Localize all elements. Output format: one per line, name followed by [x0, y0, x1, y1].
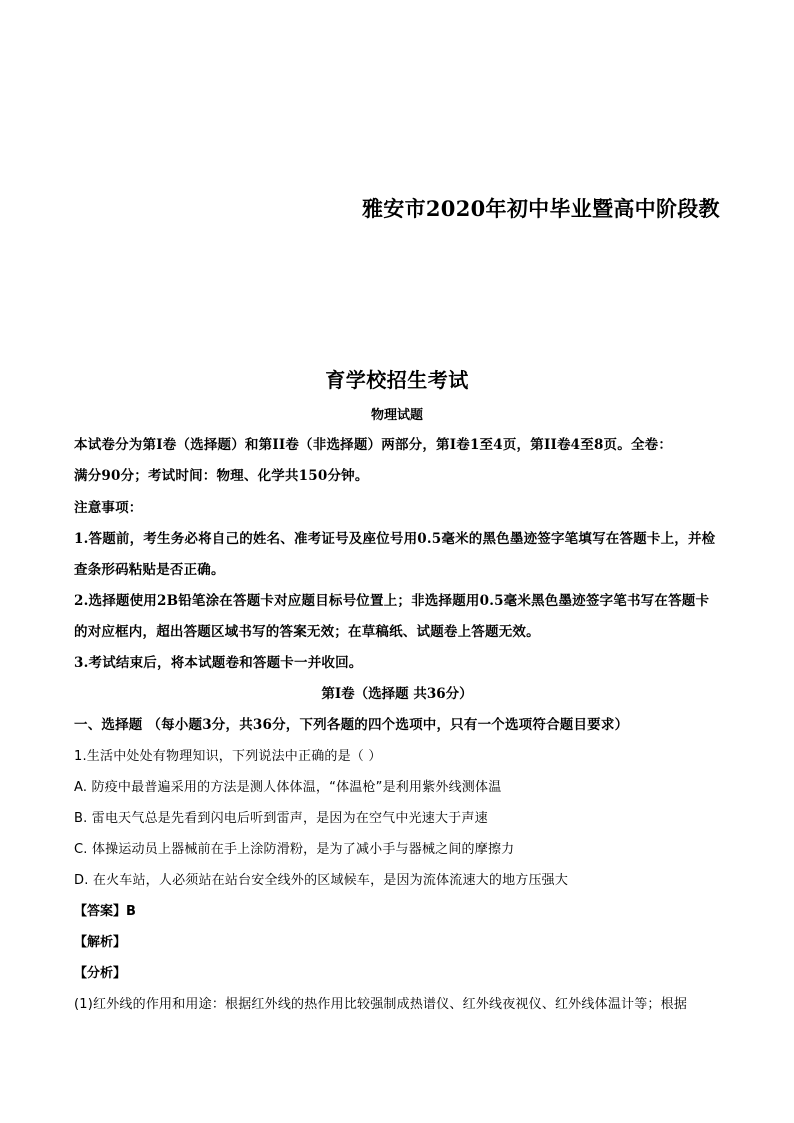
question-1-option-c: C. 体操运动员上器械前在手上涂防滑粉，是为了减小手与器械之间的摩擦力 — [74, 842, 515, 857]
question-1-option-b: B. 雷电天气总是先看到闪电后听到雷声，是因为在空气中光速大于声速 — [74, 811, 488, 826]
note-2-line-1: 2.选择题使用2B铅笔涂在答题卡对应题目标号位置上；非选择题用0.5毫米黑色墨迹签字笔书写在答题卡 — [74, 593, 710, 609]
question-1-option-a: A. 防疫中最普遍采用的方法是测人体体温，“体温枪”是利用紫外线测体温 — [74, 780, 502, 795]
explanation-line-1: (1)红外线的作用和用途：根据红外线的热作用比较强制成热谱仪、红外线夜视仪、红外线体温计等；根据 — [74, 997, 688, 1012]
exam-subject: 物理试题 — [370, 408, 423, 423]
intro-line-2: 满分90分；考试时间：物理、化学共150分钟。 — [74, 468, 369, 484]
answer-row — [74, 900, 136, 919]
question-1-stem: 1.生活中处处有物理知识，下列说法中正确的是（ ） — [74, 749, 382, 764]
exam-title-line-1: 雅安市2020年初中毕业暨高中阶段教 — [362, 196, 720, 221]
section-instruction: 一、选择题 （每小题3分，共36分，下列各题的四个选项中，只有一个选项符合题目要求） — [74, 717, 629, 733]
analysis-label: 【解析】 — [74, 935, 127, 950]
note-1-line-2: 查条形码粘贴是否正确。 — [74, 562, 225, 578]
fenxi-label: 【分析】 — [74, 966, 127, 981]
exam-title-line-2: 育学校招生考试 — [325, 368, 469, 392]
note-1-line-1: 1.答题前，考生务必将自己的姓名、准考证号及座位号用0.5毫米的黑色墨迹签字笔填写在答题卡上，并检 — [74, 531, 716, 547]
intro-line-1: 本试卷分为第I卷（选择题）和第II卷（非选择题）两部分，第I卷1至4页，第II卷4至8页。全卷： — [74, 437, 673, 453]
answer-label: 【答案】 — [74, 904, 127, 919]
answer-value: B — [126, 904, 136, 919]
section-heading: 第I卷（选择题 共36分） — [321, 686, 473, 702]
question-1-option-d: D. 在火车站，人必须站在站台安全线外的区域候车，是因为流体流速大的地方压强大 — [74, 873, 569, 888]
note-3: 3.考试结束后，将本试题卷和答题卡一并收回。 — [74, 655, 363, 671]
note-2-line-2: 的对应框内，超出答题区域书写的答案无效；在草稿纸、试题卷上答题无效。 — [74, 624, 540, 640]
notes-heading: 注意事项： — [74, 500, 143, 516]
